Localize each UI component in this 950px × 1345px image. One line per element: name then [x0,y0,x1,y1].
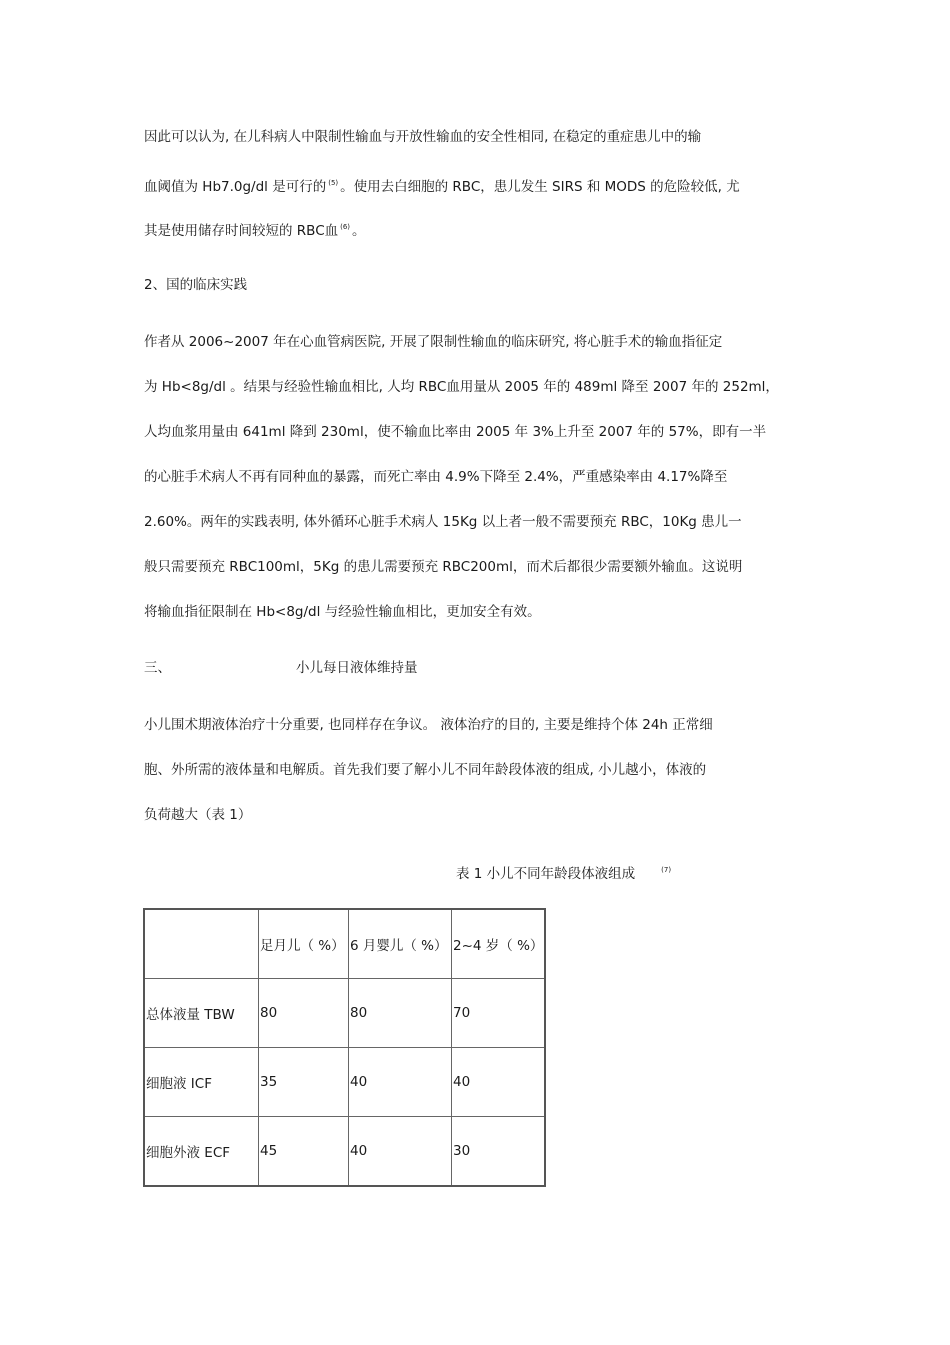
table-header-cell: 6 月婴儿（ %） [349,909,452,979]
text-span: 。使用去白细胞的 RBC，患儿发生 SIRS 和 MODS 的危险较低, 尤 [340,179,740,195]
table-cell: 细胞液 ICF [144,1048,259,1117]
table-cell: 80 [259,979,349,1048]
table-cell: 40 [452,1048,546,1117]
table-cell: 细胞外液 ECF [144,1117,259,1187]
section-number: 三、 [144,660,171,676]
paragraph-line [144,174,740,196]
paragraph-line: 胞、外所需的液体量和电解质。首先我们要了解小儿不同年龄段体液的组成, 小儿越小，体液的 [144,762,707,778]
table-cell: 30 [452,1117,546,1187]
paragraph-line: 小儿围术期液体治疗十分重要, 也同样存在争议。 液体治疗的目的, 主要是维持个体 24h 正常细 [144,717,713,733]
citation-ref: (5) [328,179,339,187]
table-header-cell: 足月儿（ %） [259,909,349,979]
table-caption [456,862,673,882]
citation-ref: (7) [661,866,672,874]
table-row [144,1048,545,1117]
paragraph-line: 将输血指征限制在 Hb<8g/dl 与经验性输血相比，更加安全有效。 [144,604,541,620]
paragraph-line: 2.60%。两年的实践表明, 体外循环心脏手术病人 15Kg 以上者一般不需要预充 RBC，10Kg 患儿一 [144,514,742,530]
section-heading: 小儿每日液体维持量 [296,660,418,676]
table-cell: 35 [259,1048,349,1117]
table-header-row [144,909,545,979]
citation-ref: (6) [340,223,351,231]
caption-text: 表 1 小儿不同年龄段体液组成 [456,866,636,882]
fluid-composition-table [143,908,546,1187]
paragraph-line: 的心脏手术病人不再有同种血的暴露，而死亡率由 4.9%下降至 2.4%，严重感染率由 4.17%降至 [144,469,728,485]
table-row [144,979,545,1048]
table-cell: 45 [259,1117,349,1187]
section-heading: 2、国的临床实践 [144,277,248,293]
table-cell: 70 [452,979,546,1048]
text-span: 血阈值为 Hb7.0g/dl 是可行的 [144,179,327,195]
paragraph-line: 因此可以认为, 在儿科病人中限制性输血与开放性输血的安全性相同, 在稳定的重症患儿中的输 [144,129,702,145]
table-header-cell [144,909,259,979]
paragraph-line: 负荷越大（表 1） [144,807,252,823]
table-header-cell: 2~4 岁（ %） [452,909,546,979]
paragraph-line: 为 Hb<8g/dl 。结果与经验性输血相比, 人均 RBC血用量从 2005 年的 489ml 降至 2007 年的 252ml， [144,379,779,395]
paragraph-line: 人均血浆用量由 641ml 降到 230ml，使不输血比率由 2005 年 3%上升至 2007 年的 57%，即有一半 [144,424,767,440]
table-cell: 40 [349,1048,452,1117]
table-cell: 80 [349,979,452,1048]
text-span: 其是使用储存时间较短的 RBC血 [144,223,339,239]
text-span: 。 [352,223,366,239]
table-cell: 总体液量 TBW [144,979,259,1048]
paragraph-line: 作者从 2006~2007 年在心血管病医院, 开展了限制性输血的临床研究, 将心脏手术的输血指征定 [144,334,723,350]
table-cell: 40 [349,1117,452,1187]
paragraph-line: 般只需要预充 RBC100ml，5Kg 的患儿需要预充 RBC200ml，而术后都很少需要额外输血。这说明 [144,559,743,575]
paragraph-line [144,218,366,240]
table-row [144,1117,545,1187]
